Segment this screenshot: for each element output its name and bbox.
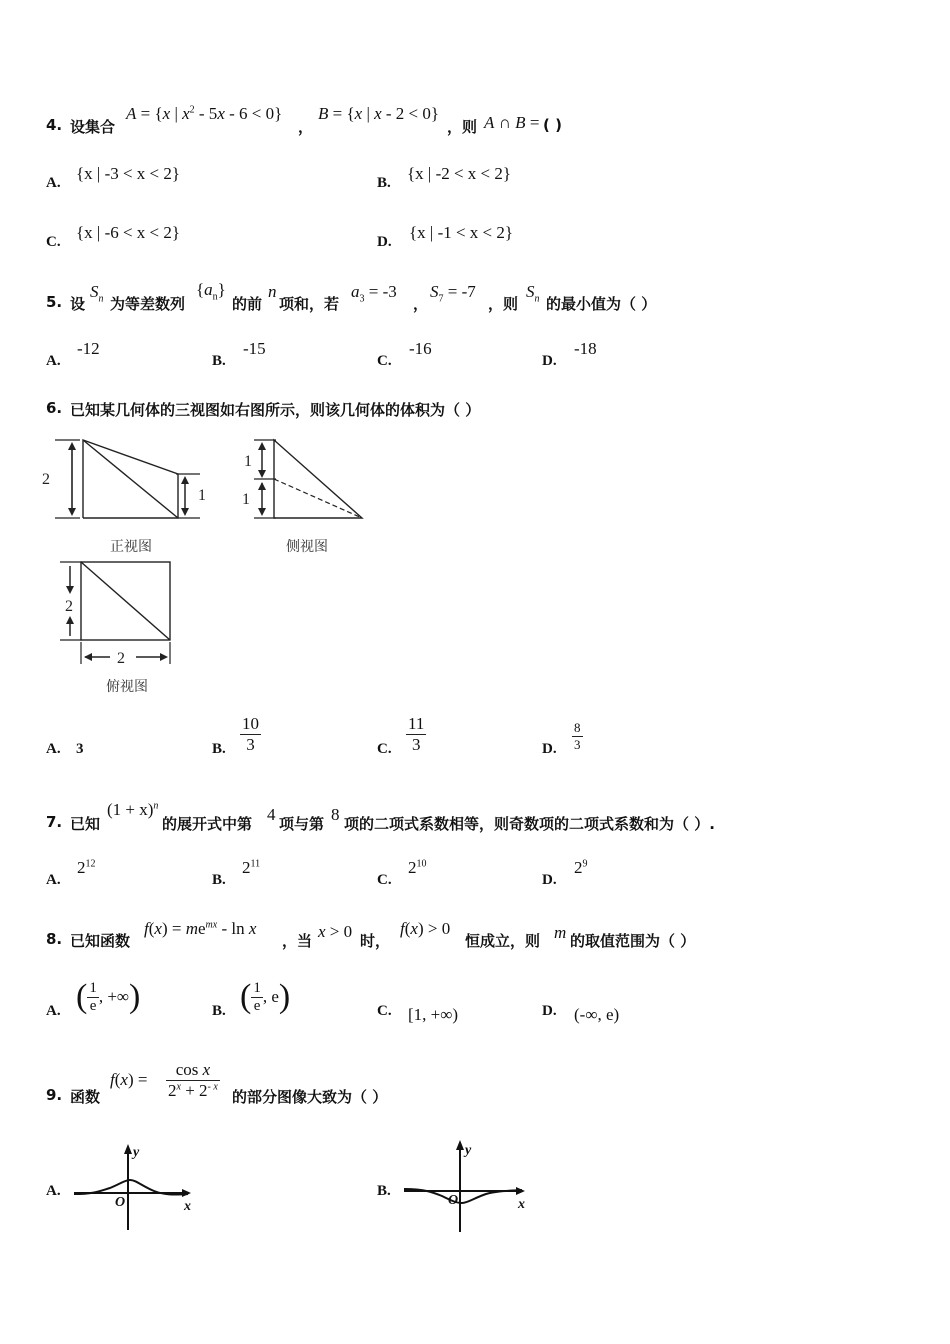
q7-option-c-label[interactable]: C. — [377, 872, 392, 888]
q5-option-c[interactable]: -16 — [409, 339, 432, 358]
q7-option-c-exp: 10 — [416, 858, 427, 870]
q5-text-7: 的最小值为（ ） — [546, 295, 657, 313]
q6-option-d-den: 3 — [574, 737, 581, 752]
q5-math-sn2: $S_n$ — [526, 282, 540, 305]
q7-text-1: 已知 — [70, 815, 101, 833]
q7-math-8: 8 — [331, 805, 340, 824]
q8-math-xgt0: x > 0 — [318, 922, 353, 941]
q8-option-a-label[interactable]: A. — [46, 1003, 61, 1019]
q8-option-c[interactable]: [1, +∞) — [408, 1005, 459, 1024]
q7-option-a-label[interactable]: A. — [46, 872, 61, 888]
q7-option-a-exp: 12 — [85, 858, 96, 870]
q6-option-d[interactable] — [572, 720, 583, 753]
q4-option-d[interactable]: {x | -1 < x < 2} — [409, 223, 514, 242]
q8-option-d-label[interactable]: D. — [542, 1003, 557, 1019]
q4-set-b: B = {x | x - 2 < 0} — [318, 104, 440, 123]
q6-side-view-figure — [238, 434, 368, 526]
q8-text-1: 已知函数 — [70, 932, 131, 950]
q9-text-1: 函数 — [70, 1088, 101, 1106]
q7-option-d-exp: 9 — [582, 858, 588, 870]
q9-option-a-graph[interactable] — [70, 1138, 200, 1234]
q6-option-a-label[interactable]: A. — [46, 741, 61, 757]
q5-option-c-label[interactable]: C. — [377, 353, 392, 369]
q5-option-b[interactable]: -15 — [243, 339, 266, 358]
q9-option-b-label[interactable]: B. — [377, 1183, 391, 1199]
q5-option-d-label[interactable]: D. — [542, 353, 557, 369]
q7-option-b-exp: 11 — [250, 858, 261, 870]
q7-text-2: 的展开式中第 — [162, 815, 253, 833]
q5-math-an: $\{a_n\}$ — [196, 280, 226, 303]
q9-math-fraction — [166, 1060, 220, 1101]
q5-option-b-label[interactable]: B. — [212, 353, 226, 369]
q8-option-c-label[interactable]: C. — [377, 1003, 392, 1019]
q7-option-d-base: 2 — [574, 858, 583, 877]
q7-binomial-exp: n — [153, 800, 159, 812]
q9-option-a-label[interactable]: A. — [46, 1183, 61, 1199]
q4-suffix: ，则 — [447, 118, 478, 136]
q6-front-caption: 正视图 — [110, 539, 152, 555]
q5-math-n: n — [268, 282, 277, 301]
q4-paren: ( ) — [543, 116, 562, 134]
q8-math-fgt0: f(x) > 0 — [400, 919, 451, 938]
q9-a-origin-label: O — [115, 1195, 126, 1210]
q6-top-caption: 俯视图 — [106, 679, 148, 695]
q8-text-4: 恒成立，则 — [465, 932, 541, 950]
q6-option-d-num: 8 — [574, 720, 581, 735]
q9-option-b-graph[interactable] — [400, 1136, 534, 1236]
q9-text-2: 的部分图像大致为（ ） — [232, 1088, 388, 1106]
q4-option-b-label[interactable]: B. — [377, 175, 391, 191]
q5-option-a[interactable]: -12 — [77, 339, 100, 358]
q5-math-s7: $S_7 = -7$ — [430, 282, 476, 305]
q6-side-caption: 侧视图 — [286, 539, 328, 555]
q6-option-c-label[interactable]: C. — [377, 741, 392, 757]
q4-option-a-label[interactable]: A. — [46, 175, 61, 191]
q6-front-view-figure — [40, 434, 220, 526]
q4-option-b[interactable]: {x | -2 < x < 2} — [407, 164, 512, 183]
q5-text-5: ， — [413, 295, 429, 313]
q4-option-c-label[interactable]: C. — [46, 234, 61, 250]
q6-option-b-num: 10 — [242, 714, 259, 733]
q6-option-c-num: 11 — [408, 714, 425, 733]
q4-option-a[interactable]: {x | -3 < x < 2} — [76, 164, 181, 183]
q6-option-a[interactable]: 3 — [76, 741, 84, 757]
q5-text-1: 设 — [70, 295, 86, 313]
q4-option-c[interactable]: {x | -6 < x < 2} — [76, 223, 181, 242]
q8-text-5: 的取值范围为（ ） — [570, 932, 696, 950]
q7-math-4: 4 — [267, 805, 276, 824]
q7-text-3: 项与第 — [279, 815, 325, 833]
q5-text-4: 项和，若 — [279, 295, 340, 313]
q6-front-dim-1: 1 — [198, 487, 206, 504]
q5-text-3: 的前 — [232, 295, 263, 313]
q5-math-sn: $S_n$ — [90, 282, 104, 305]
q8-number: 8. — [46, 930, 63, 948]
q9-a-x-label: x — [184, 1199, 191, 1214]
q4-expr: A ∩ B = — [484, 113, 540, 132]
q5-text-6: ，则 — [488, 295, 519, 313]
q6-top-view-figure — [54, 556, 180, 672]
q4-prefix: 设集合 — [70, 118, 116, 136]
q7-binomial-base: (1 + x) — [107, 800, 154, 819]
q9-b-x-label: x — [518, 1197, 525, 1212]
q9-numerator: cos x — [166, 1060, 220, 1081]
q7-option-b[interactable] — [242, 858, 260, 878]
q8-option-d[interactable]: (-∞, e) — [574, 1005, 620, 1024]
q6-option-c[interactable] — [406, 714, 426, 755]
q6-option-c-den: 3 — [411, 735, 421, 754]
q5-text-2: 为等差数列 — [110, 295, 186, 313]
q8-option-b-label[interactable]: B. — [212, 1003, 226, 1019]
q9-number: 9. — [46, 1086, 63, 1104]
q4-comma: ， — [298, 118, 314, 136]
q7-option-a-base: 2 — [77, 858, 86, 877]
q4-number: 4. — [46, 116, 63, 134]
q6-text: 已知某几何体的三视图如右图所示，则该几何体的体积为（ ） — [70, 401, 481, 419]
q9-denominator: $2^x + 2^{- x}$ — [168, 1081, 218, 1100]
q6-option-d-label[interactable]: D. — [542, 741, 557, 757]
q8-option-a[interactable]: ( $\frac{1}{e}$ , +∞) — [76, 978, 141, 1015]
q6-option-b[interactable] — [240, 714, 261, 755]
q9-a-y-label: y — [133, 1145, 140, 1160]
q9-math-lhs: f(x) = — [110, 1070, 148, 1089]
q7-option-d-label[interactable]: D. — [542, 872, 557, 888]
q8-text-2: ，当 — [282, 932, 313, 950]
q6-option-b-label[interactable]: B. — [212, 741, 226, 757]
q7-option-a[interactable] — [77, 858, 96, 878]
q7-option-c-base: 2 — [408, 858, 417, 877]
q6-top-dim-2v: 2 — [65, 598, 73, 615]
q7-option-b-label[interactable]: B. — [212, 872, 226, 888]
q6-front-dim-2: 2 — [42, 471, 50, 488]
q7-text-4: 项的二项式系数相等，则奇数项的二项式系数和为（ ）. — [344, 815, 715, 833]
q6-top-dim-2h: 2 — [117, 650, 125, 667]
q5-number: 5. — [46, 293, 63, 311]
q7-number: 7. — [46, 813, 63, 831]
q8-option-b[interactable]: ( $\frac{1}{e}$ , e) — [240, 978, 291, 1015]
q6-option-b-den: 3 — [246, 735, 255, 754]
q5-option-d[interactable]: -18 — [574, 339, 597, 358]
q9-b-y-label: y — [465, 1143, 472, 1158]
q7-option-c[interactable] — [408, 858, 427, 878]
q7-option-b-base: 2 — [242, 858, 251, 877]
q4-set-a: A = {x | $x^2 - 5x - 6 < 0$} — [126, 104, 283, 123]
q6-side-dim-1a: 1 — [244, 453, 252, 470]
q5-option-a-label[interactable]: A. — [46, 353, 61, 369]
q8-math-function: $f(x) = me^{mx} - \ln x$ — [144, 919, 257, 938]
q9-b-origin-label: O — [448, 1193, 459, 1208]
q4-option-d-label[interactable]: D. — [377, 234, 392, 250]
q8-text-3: 时， — [360, 932, 391, 950]
q8-math-m: m — [554, 923, 567, 942]
q5-math-a3: $a_3 = -3$ — [351, 282, 397, 305]
q7-math-binomial — [107, 800, 158, 820]
q7-option-d[interactable] — [574, 858, 588, 878]
q6-side-dim-1b: 1 — [242, 491, 250, 508]
q6-number: 6. — [46, 399, 63, 417]
